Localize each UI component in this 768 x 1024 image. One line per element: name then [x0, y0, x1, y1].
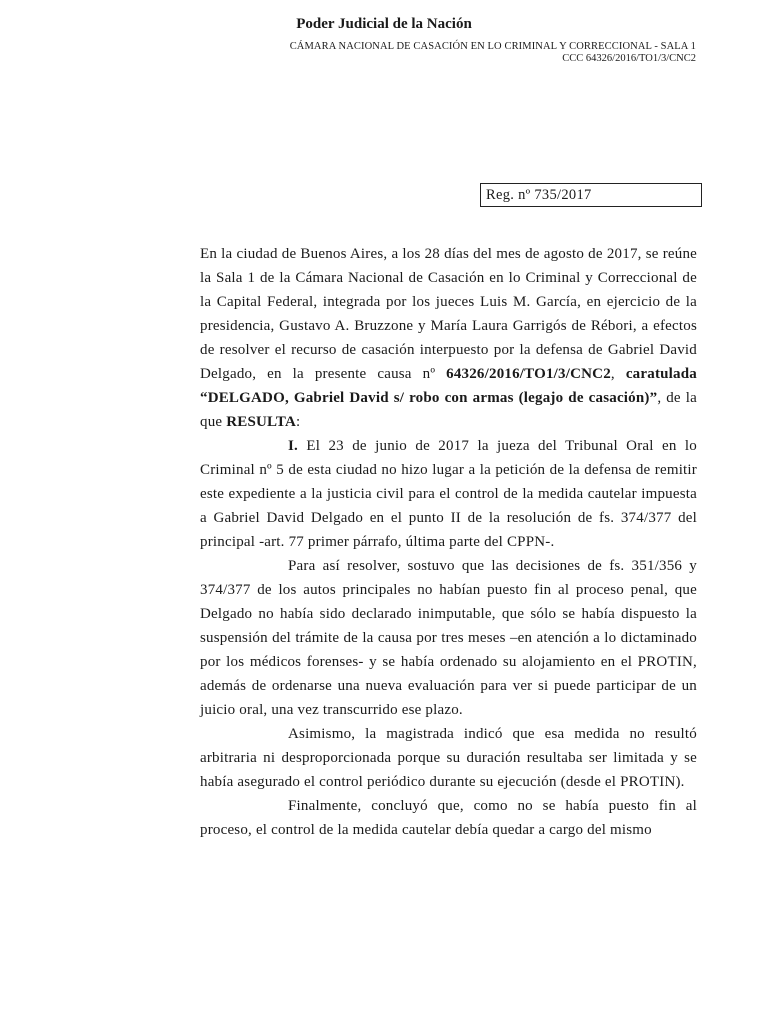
- paragraph-asimismo: Asimismo, la magistrada indicó que esa medida no resultó arbitraria ni desproporcionada porque su duración resultaba ser limitada y se había asegurado el control periódico durante su ejecución (desde el PROTIN).: [200, 726, 697, 790]
- case-number: 64326/2016/TO1/3/CNC2: [446, 366, 611, 382]
- intro-separator: ,: [610, 366, 626, 382]
- court-title: Poder Judicial de la Nación: [296, 16, 472, 32]
- paragraph-i-text: El 23 de junio de 2017 la jueza del Tribunal Oral en lo Criminal nº 5 de esta ciudad no hizo lugar a la petición de la defensa de remitir este expediente a la justicia civil para el control de la medida cautelar impuesta a Gabriel David Delgado en el punto II de la resolución de fs. 374/377 del principal -art. 77 primer párrafo, última parte del CPPN-.: [200, 438, 697, 550]
- paragraph-finalmente: Finalmente, concluyó que, como no se había puesto fin al proceso, el control de la medida cautelar debía quedar a cargo del mismo: [200, 798, 697, 838]
- document-body: [200, 242, 697, 842]
- chamber-name: CÁMARA NACIONAL DE CASACIÓN EN LO CRIMINAL Y CORRECCIONAL - SALA 1: [289, 41, 696, 52]
- registry-number-box: Reg. nº 735/2017: [480, 183, 702, 207]
- resulta-heading: RESULTA: [226, 414, 296, 430]
- case-reference: CCC 64326/2016/TO1/3/CNC2: [562, 53, 696, 64]
- case-caption: caratulada “DELGADO, Gabriel David s/ robo con armas (legajo de casación)”: [200, 366, 697, 406]
- paragraph-i: [200, 434, 697, 554]
- intro-connector: , de la que: [200, 390, 697, 430]
- resulta-colon: :: [295, 414, 301, 430]
- paragraph-reasoning: Para así resolver, sostuvo que las decisiones de fs. 351/356 y 374/377 de los autos principales no habían puesto fin al proceso penal, que Delgado no había sido declarado inimputable, que sólo se había dispuesto la suspensión del trámite de la causa por tres meses –en atención a lo dictaminado por los médicos forenses- y se había ordenado su alojamiento en el PROTIN, además de ordenarse una nueva evaluación para ver si puede participar de un juicio oral, una vez transcurrido ese plazo.: [200, 558, 697, 718]
- intro-text: En la ciudad de Buenos Aires, a los 28 días del mes de agosto de 2017, se reúne la Sala 1 de la Cámara Nacional de Casación en lo Criminal y Correccional de la Capital Federal, integrada por los jueces Luis M. García, en ejercicio de la presidencia, Gustavo A. Bruzzone y María Laura Garrigós de Rébori, a efectos de resolver el recurso de casación interpuesto por la defensa de Gabriel David Delgado, en la presente causa nº: [200, 246, 697, 382]
- paragraph-intro: [200, 242, 697, 434]
- section-numeral: I.: [288, 438, 298, 454]
